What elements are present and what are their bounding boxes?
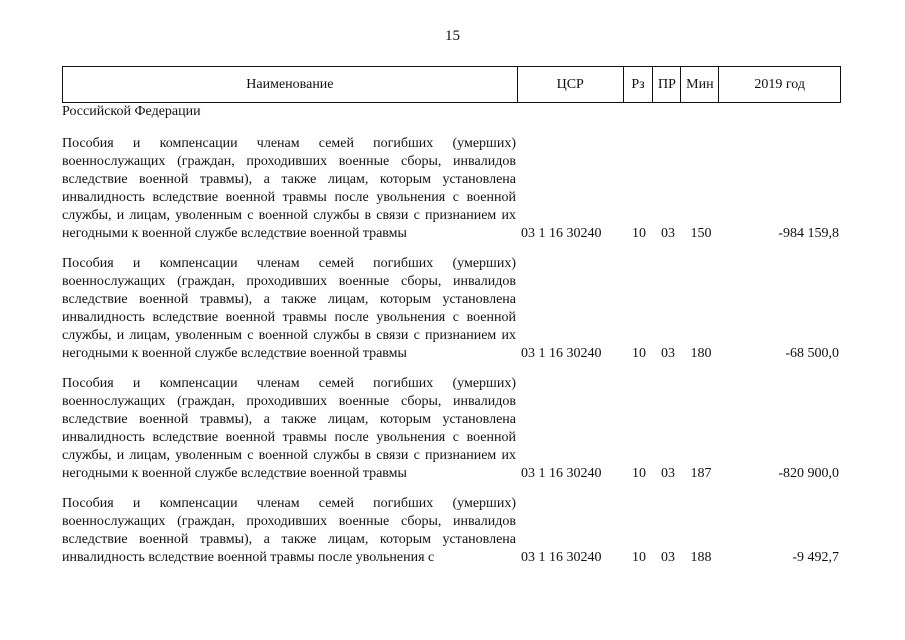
header-min: Мин — [681, 67, 719, 102]
row-rz: 10 — [632, 550, 646, 565]
row-year: -820 900,0 — [778, 466, 839, 481]
row-rz: 10 — [632, 226, 646, 241]
row-name: Пособия и компенсации членам семей погибших (умерших) военнослужащих (граждан, проходивших военные сборы, инвалидов вследствие военной травмы), а также лицам, которым установлена инвалидность вследствие военной травмы после увольнения с военной службы, и лицам, уволенным с военной службы в связи с признанием их негодными к военной службе вследствие военной травмы — [62, 256, 516, 361]
header-pr: ПР — [653, 67, 681, 102]
row-name: Пособия и компенсации членам семей погибших (умерших) военнослужащих (граждан, проходивших военные сборы, инвалидов вследствие военной травмы), а также лицам, которым установлена инвалидность вследствие военной травмы после увольнения с военной службы, и лицам, уволенным с военной службы в связи с признанием их негодными к военной службе вследствие военной травмы — [62, 376, 516, 481]
table-header — [62, 66, 841, 103]
header-rz: Рз — [624, 67, 654, 102]
row-year: -984 159,8 — [778, 226, 839, 241]
table-row — [62, 135, 841, 243]
page-number: 15 — [445, 28, 460, 44]
budget-table — [62, 66, 841, 567]
row-rz: 10 — [632, 346, 646, 361]
row-name: Пособия и компенсации членам семей погибших (умерших) военнослужащих (граждан, проходивших военные сборы, инвалидов вследствие военной травмы), а также лицам, которым установлена инвалидность вследствие военной травмы после увольнения с военной службы, и лицам, уволенным с военной службы в связи с признанием их негодными к военной службе вследствие военной травмы — [62, 136, 516, 241]
row-year: -68 500,0 — [785, 346, 839, 361]
row-csr: 03 1 16 30240 — [521, 466, 602, 481]
row-csr: 03 1 16 30240 — [521, 226, 602, 241]
row-pr: 03 — [661, 346, 675, 361]
header-name: Наименование — [63, 67, 518, 102]
row-pr: 03 — [661, 550, 675, 565]
continuation-text: Российской Федерации — [62, 104, 201, 119]
row-min: 188 — [690, 550, 712, 565]
row-min: 180 — [690, 346, 712, 361]
table-row — [62, 375, 841, 483]
row-min: 150 — [690, 226, 712, 241]
row-min: 187 — [690, 466, 712, 481]
row-year: -9 492,7 — [792, 550, 839, 565]
row-pr: 03 — [661, 466, 675, 481]
header-year: 2019 год — [754, 76, 805, 92]
row-name: Пособия и компенсации членам семей погибших (умерших) военнослужащих (граждан, проходивших военные сборы, инвалидов вследствие военной травмы), а также лицам, которым установлена инвалидность вследствие военной травмы после увольнения с — [62, 496, 516, 565]
row-rz: 10 — [632, 466, 646, 481]
header-csr: ЦСР — [518, 67, 624, 102]
row-csr: 03 1 16 30240 — [521, 346, 602, 361]
table-row — [62, 255, 841, 363]
row-csr: 03 1 16 30240 — [521, 550, 602, 565]
row-pr: 03 — [661, 226, 675, 241]
table-row — [62, 495, 841, 567]
